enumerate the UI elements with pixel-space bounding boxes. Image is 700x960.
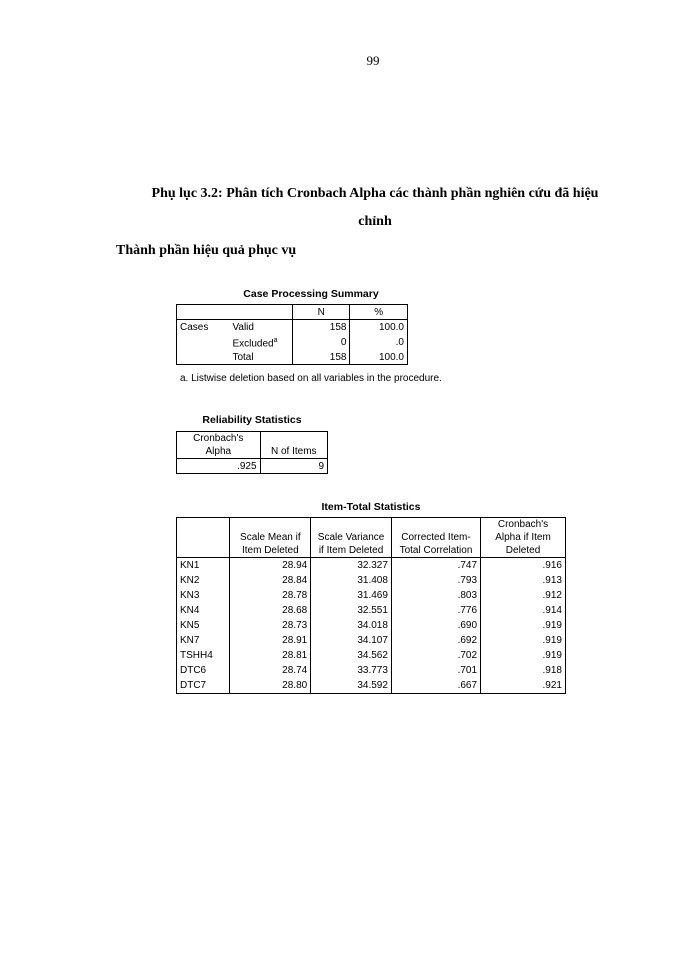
scale-variance-value: 31.469 — [311, 588, 392, 603]
col-scale-mean-header: Scale Mean if Item Deleted — [230, 518, 311, 558]
table-row — [177, 603, 566, 618]
cell-empty — [177, 350, 230, 365]
table-row — [177, 618, 566, 633]
col-corrected-correlation-header: Corrected Item-Total Correlation — [391, 518, 480, 558]
item-label: KN1 — [177, 558, 230, 574]
scale-variance-value: 34.562 — [311, 648, 392, 663]
scale-mean-value: 28.94 — [230, 558, 311, 574]
table-row — [177, 648, 566, 663]
scale-variance-value: 34.107 — [311, 633, 392, 648]
col-alpha-if-deleted-header: Cronbach's Alpha if Item Deleted — [481, 518, 566, 558]
corrected-correlation-value: .793 — [391, 573, 480, 588]
cell-empty — [229, 305, 292, 320]
scale-variance-value: 32.327 — [311, 558, 392, 574]
row-n: 0 — [292, 334, 349, 350]
footnote-marker: a — [273, 337, 278, 344]
case-processing-header-row — [177, 305, 408, 320]
col-pct-header: % — [350, 305, 408, 320]
table-row — [177, 320, 408, 335]
item-total-body — [177, 558, 566, 694]
scale-variance-value: 33.773 — [311, 663, 392, 678]
item-label: DTC6 — [177, 663, 230, 678]
corrected-correlation-value: .803 — [391, 588, 480, 603]
row-pct: .0 — [350, 334, 408, 350]
row-pct: 100.0 — [350, 350, 408, 365]
corrected-correlation-value: .701 — [391, 663, 480, 678]
table-row — [177, 334, 408, 350]
corrected-correlation-value: .702 — [391, 648, 480, 663]
alpha-if-deleted-value: .914 — [481, 603, 566, 618]
alpha-if-deleted-value: .919 — [481, 648, 566, 663]
alpha-if-deleted-value: .912 — [481, 588, 566, 603]
alpha-if-deleted-value: .918 — [481, 663, 566, 678]
section-heading: Thành phần hiệu quả phục vụ — [116, 243, 297, 258]
case-processing-footnote: a. Listwise deletion based on all variables in the procedure. — [180, 373, 442, 384]
table-row — [177, 558, 566, 574]
items-value: 9 — [260, 459, 327, 474]
cell-empty — [177, 518, 230, 558]
scale-mean-value: 28.73 — [230, 618, 311, 633]
scale-mean-value: 28.80 — [230, 678, 311, 694]
item-label: KN3 — [177, 588, 230, 603]
alpha-if-deleted-value: .921 — [481, 678, 566, 694]
row-label: Valid — [229, 320, 292, 335]
item-total-title: Item-Total Statistics — [321, 501, 421, 513]
page-number: 99 — [366, 53, 380, 68]
table-row — [177, 350, 408, 365]
case-processing-table — [176, 304, 408, 365]
col-alpha-header: Cronbach's Alpha — [177, 432, 261, 459]
table-row — [177, 633, 566, 648]
scale-variance-value: 34.018 — [311, 618, 392, 633]
scale-mean-value: 28.81 — [230, 648, 311, 663]
col-n-header: N — [292, 305, 349, 320]
reliability-table — [176, 431, 328, 474]
item-label: KN2 — [177, 573, 230, 588]
col-items-header: N of Items — [260, 432, 327, 459]
item-total-header-row — [177, 518, 566, 558]
table-row — [177, 663, 566, 678]
scale-mean-value: 28.91 — [230, 633, 311, 648]
alpha-if-deleted-value: .919 — [481, 633, 566, 648]
alpha-value: .925 — [177, 459, 261, 474]
table-row — [177, 573, 566, 588]
row-label: Total — [229, 350, 292, 365]
cases-group-label: Cases — [177, 320, 230, 335]
alpha-if-deleted-value: .919 — [481, 618, 566, 633]
appendix-title-line2: chỉnh — [358, 214, 392, 229]
row-n: 158 — [292, 350, 349, 365]
appendix-title-line1: Phụ lục 3.2: Phân tích Cronbach Alpha các thành phần nghiên cứu đã hiệu — [151, 186, 599, 201]
cell-empty — [177, 305, 230, 320]
scale-mean-value: 28.68 — [230, 603, 311, 618]
corrected-correlation-value: .776 — [391, 603, 480, 618]
table-row — [177, 588, 566, 603]
row-label: Excluded$^a$ — [229, 334, 292, 350]
item-label: KN7 — [177, 633, 230, 648]
cell-empty — [177, 334, 230, 350]
corrected-correlation-value: .692 — [391, 633, 480, 648]
item-label: TSHH4 — [177, 648, 230, 663]
corrected-correlation-value: .690 — [391, 618, 480, 633]
item-label: DTC7 — [177, 678, 230, 694]
scale-mean-value: 28.78 — [230, 588, 311, 603]
reliability-header-row — [177, 432, 328, 459]
item-label: KN5 — [177, 618, 230, 633]
corrected-correlation-value: .747 — [391, 558, 480, 574]
scale-mean-value: 28.74 — [230, 663, 311, 678]
row-pct: 100.0 — [350, 320, 408, 335]
scale-variance-value: 32.551 — [311, 603, 392, 618]
table-row — [177, 459, 328, 474]
item-total-table — [176, 517, 566, 694]
scale-mean-value: 28.84 — [230, 573, 311, 588]
reliability-title: Reliability Statistics — [202, 414, 302, 426]
col-scale-variance-header: Scale Variance if Item Deleted — [311, 518, 392, 558]
row-n: 158 — [292, 320, 349, 335]
table-row — [177, 678, 566, 694]
appendix-title — [120, 180, 630, 236]
alpha-if-deleted-value: .913 — [481, 573, 566, 588]
item-label: KN4 — [177, 603, 230, 618]
alpha-if-deleted-value: .916 — [481, 558, 566, 574]
scale-variance-value: 31.408 — [311, 573, 392, 588]
scale-variance-value: 34.592 — [311, 678, 392, 694]
corrected-correlation-value: .667 — [391, 678, 480, 694]
case-processing-title: Case Processing Summary — [243, 288, 379, 300]
